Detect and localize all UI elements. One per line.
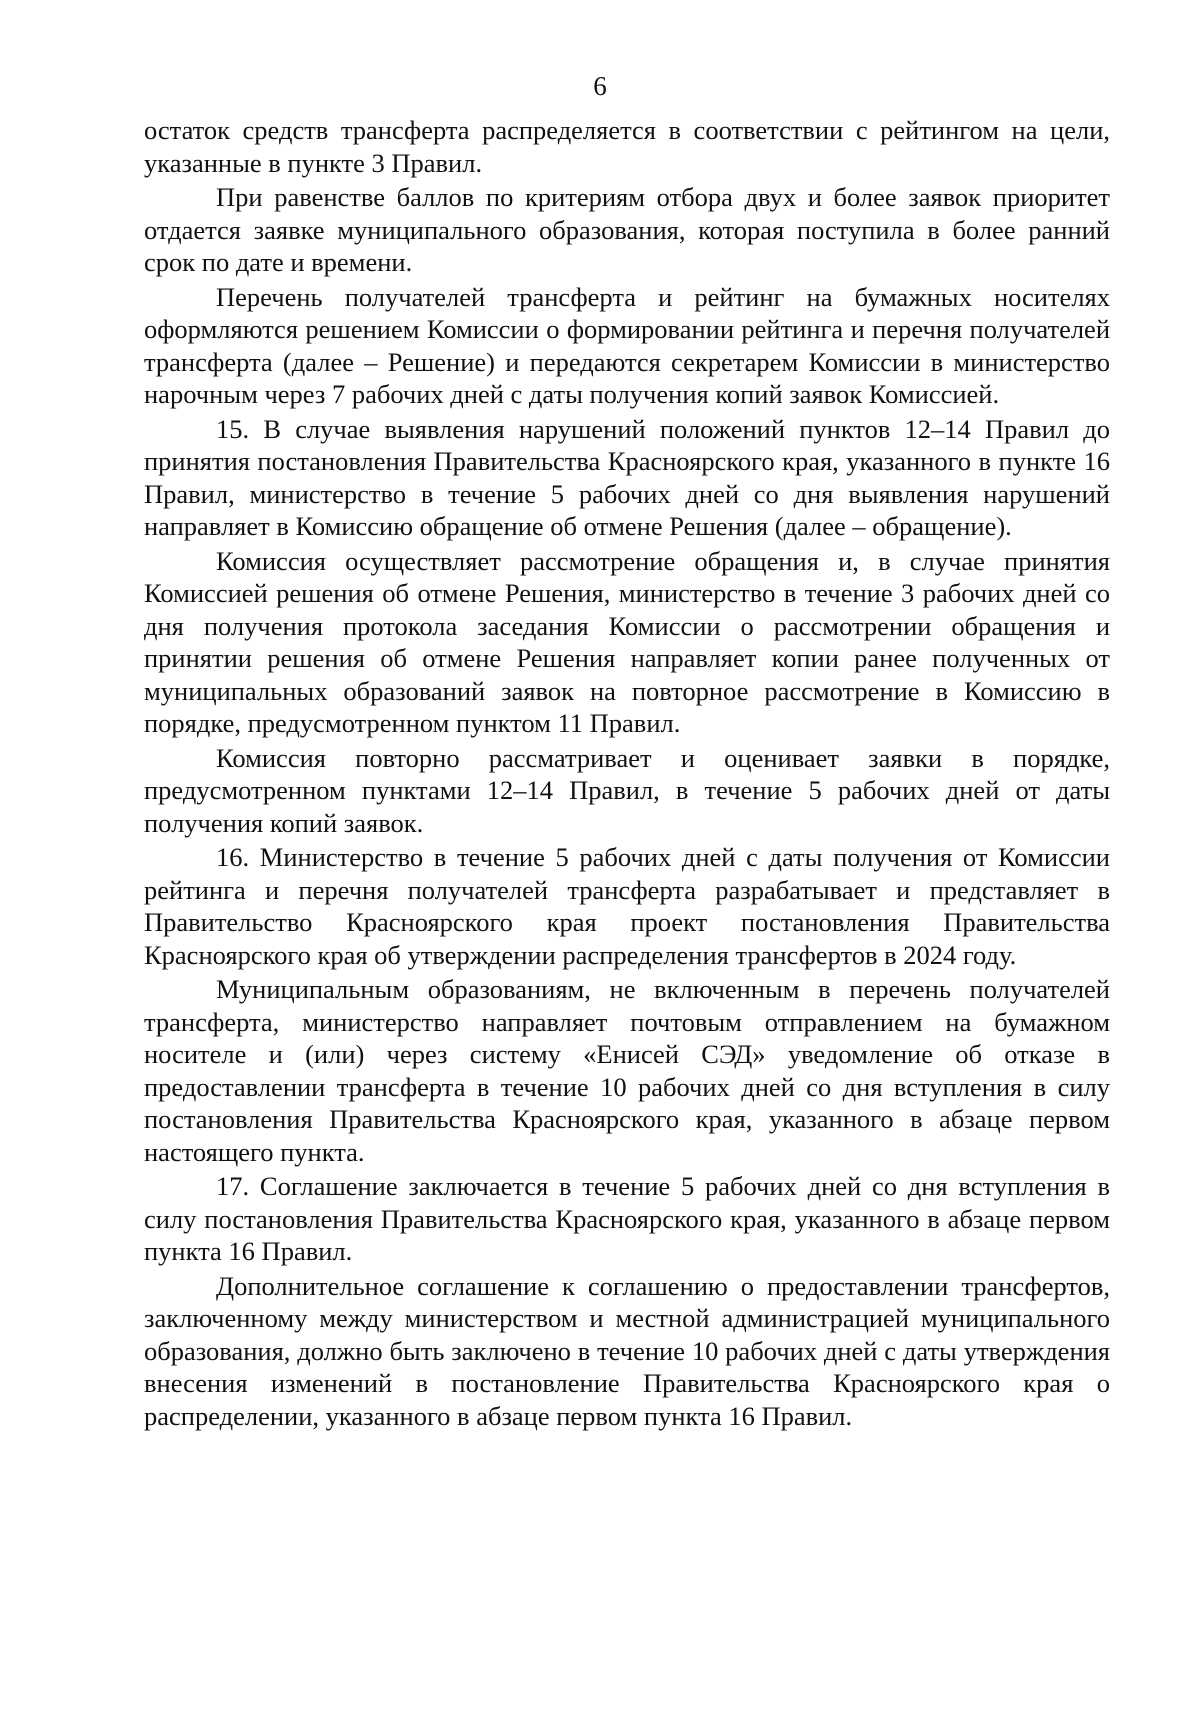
paragraph-2: При равенстве баллов по критериям отбора двух и более заявок приоритет отдается заявке муниципального образования, которая поступила в более ранний срок по дате и времени. bbox=[144, 182, 1110, 277]
paragraph-5: Комиссия осуществляет рассмотрение обращения и, в случае принятия Комиссией решения об отмене Решения, министерство в течение 3 рабочих дней со дня получения протокола заседания Комиссии о рассмотрении обращения и принятии решения об отмене Решения направляет копии ранее полученных от муниципальных образований заявок на повторное рассмотрение в Комиссию в порядке, предусмотренном пунктом 11 Правил. bbox=[144, 545, 1110, 738]
document-body bbox=[144, 114, 1110, 1434]
paragraph-7: 16. Министерство в течение 5 рабочих дней с даты получения от Комиссии рейтинга и перечня получателей трансферта разрабатывает и представляет в Правительство Красноярского края проект постановления Правительства Красноярского края об утверждении распределения трансфертов в 2024 году. bbox=[144, 842, 1110, 970]
paragraph-10: Дополнительное соглашение к соглашению о предоставлении трансфертов, заключенному между министерством и местной администрацией муниципального образования, должно быть заключено в течение 10 рабочих дней с даты утверждения внесения изменений в постановление Правительства Красноярского края о распределении, указанного в абзаце первом пункта 16 Правил. bbox=[144, 1270, 1110, 1431]
paragraph-4: 15. В случае выявления нарушений положений пунктов 12–14 Правил до принятия постановления Правительства Красноярского края, указанного в пункте 16 Правил, министерство в течение 5 рабочих дней со дня выявления нарушений направляет в Комиссию обращение об отмене Решения (далее – обращение). bbox=[144, 413, 1110, 541]
paragraph-3: Перечень получателей трансферта и рейтинг на бумажных носителях оформляются решением Комиссии о формировании рейтинга и перечня получателей трансферта (далее – Решение) и передаются секретарем Комиссии в министерство нарочным через 7 рабочих дней с даты получения копий заявок Комиссией. bbox=[144, 281, 1110, 409]
paragraph-8: Муниципальным образованиям, не включенным в перечень получателей трансферта, министерство направляет почтовым отправлением на бумажном носителе и (или) через систему «Енисей СЭД» уведомление об отказе в предоставлении трансферта в течение 10 рабочих дней со дня вступления в силу постановления Правительства Красноярского края, указанного в абзаце первом настоящего пункта. bbox=[144, 974, 1110, 1167]
paragraph-6: Комиссия повторно рассматривает и оценивает заявки в порядке, предусмотренном пунктами 12–14 Правил, в течение 5 рабочих дней от даты получения копий заявок. bbox=[144, 742, 1110, 838]
paragraph-1: остаток средств трансферта распределяется в соответствии с рейтингом на цели, указанные в пункте 3 Правил. bbox=[144, 115, 1110, 178]
page-number: 6 bbox=[593, 71, 607, 101]
paragraph-9: 17. Соглашение заключается в течение 5 рабочих дней со дня вступления в силу постановления Правительства Красноярского края, указанного в абзаце первом пункта 16 Правил. bbox=[144, 1171, 1110, 1266]
